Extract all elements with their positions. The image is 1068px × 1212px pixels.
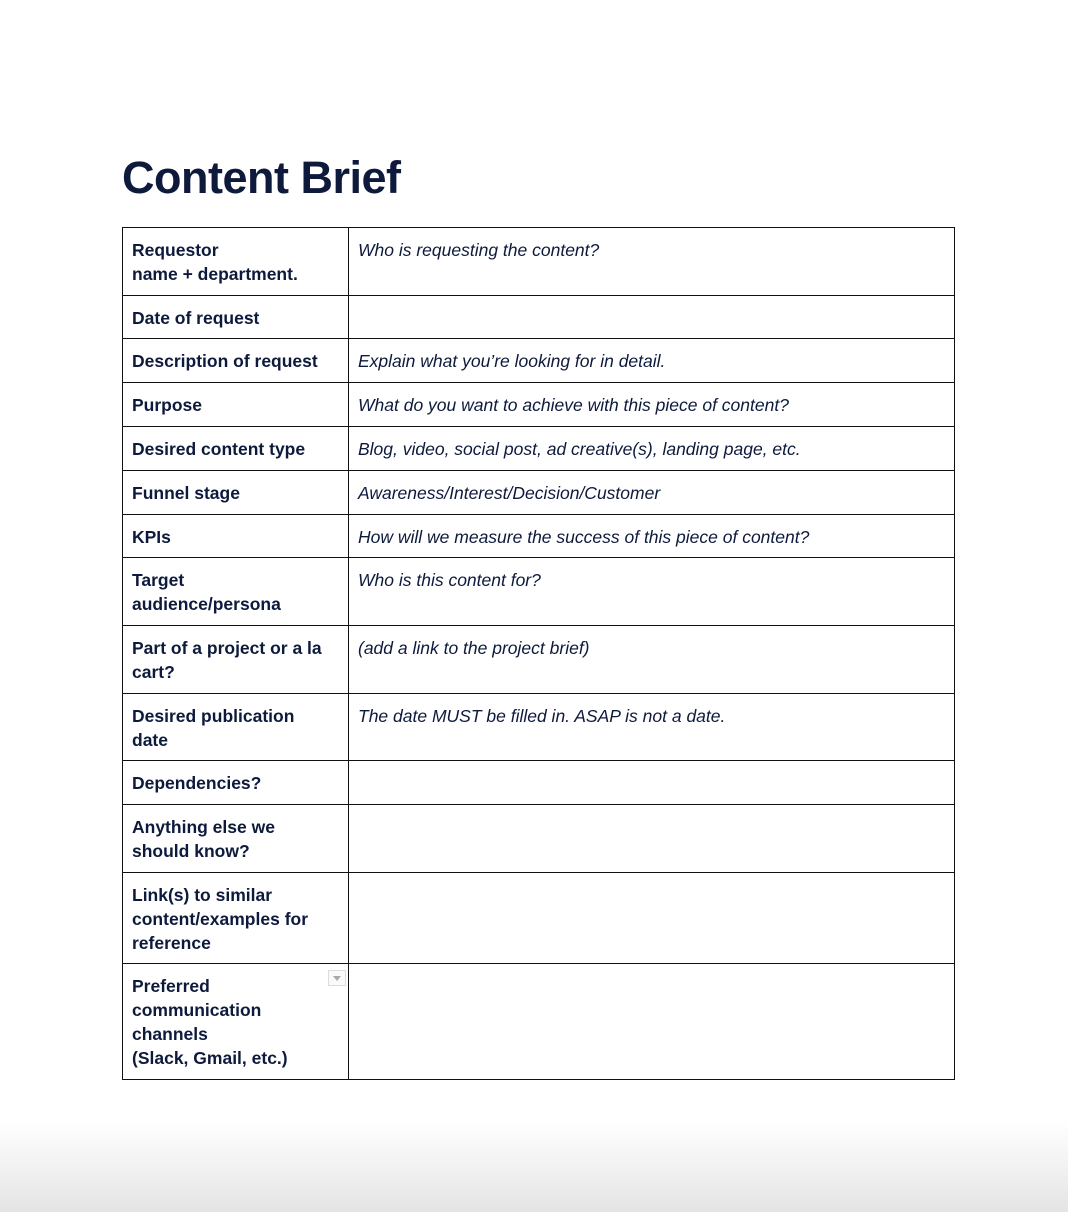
table-row <box>123 873 955 964</box>
table-row <box>123 339 955 383</box>
page-title: Content Brief <box>122 152 401 203</box>
dropdown-chevron-icon[interactable] <box>328 970 346 986</box>
table-row <box>123 964 955 1080</box>
table-row <box>123 694 955 761</box>
field-value[interactable] <box>349 873 955 964</box>
field-label: KPIs <box>123 515 349 558</box>
table-body <box>123 228 955 1080</box>
field-value[interactable] <box>349 761 955 805</box>
field-value[interactable]: Awareness/Interest/Decision/Customer <box>349 471 955 515</box>
field-label: Part of a project or a la cart? <box>123 626 349 694</box>
field-label: Description of request <box>123 339 349 383</box>
table-row <box>123 383 955 427</box>
field-value[interactable]: Blog, video, social post, ad creative(s), landing page, etc. <box>349 427 955 471</box>
field-label: Purpose <box>123 383 349 427</box>
content-brief-table <box>122 227 955 1080</box>
field-value[interactable]: The date MUST be filled in. ASAP is not a date. <box>349 694 955 761</box>
table-row <box>123 427 955 471</box>
field-label: Funnel stage <box>123 471 349 515</box>
field-value[interactable] <box>349 964 955 1080</box>
field-label: Dependencies? <box>123 761 349 805</box>
field-value[interactable]: Who is this content for? <box>349 558 955 626</box>
table-row <box>123 558 955 626</box>
table-row <box>123 228 955 296</box>
page-bottom-shadow <box>0 1122 1068 1212</box>
table-row <box>123 761 955 805</box>
field-value[interactable]: Who is requesting the content? <box>349 228 955 296</box>
table-row <box>123 296 955 339</box>
field-label: Preferred communication channels (Slack, Gmail, etc.) <box>123 964 349 1080</box>
table-row <box>123 626 955 694</box>
table-row <box>123 515 955 558</box>
field-value[interactable] <box>349 805 955 873</box>
field-value[interactable]: What do you want to achieve with this piece of content? <box>349 383 955 427</box>
field-label: Desired publication date <box>123 694 349 761</box>
field-label: Date of request <box>123 296 349 339</box>
field-label: Requestor name + department. <box>123 228 349 296</box>
field-value[interactable]: (add a link to the project brief) <box>349 626 955 694</box>
table-row <box>123 805 955 873</box>
table-row <box>123 471 955 515</box>
field-value[interactable]: How will we measure the success of this piece of content? <box>349 515 955 558</box>
field-label: Desired content type <box>123 427 349 471</box>
field-value[interactable]: Explain what you’re looking for in detail. <box>349 339 955 383</box>
field-label: Anything else we should know? <box>123 805 349 873</box>
field-value[interactable] <box>349 296 955 339</box>
field-label: Target audience/persona <box>123 558 349 626</box>
field-label: Link(s) to similar content/examples for reference <box>123 873 349 964</box>
